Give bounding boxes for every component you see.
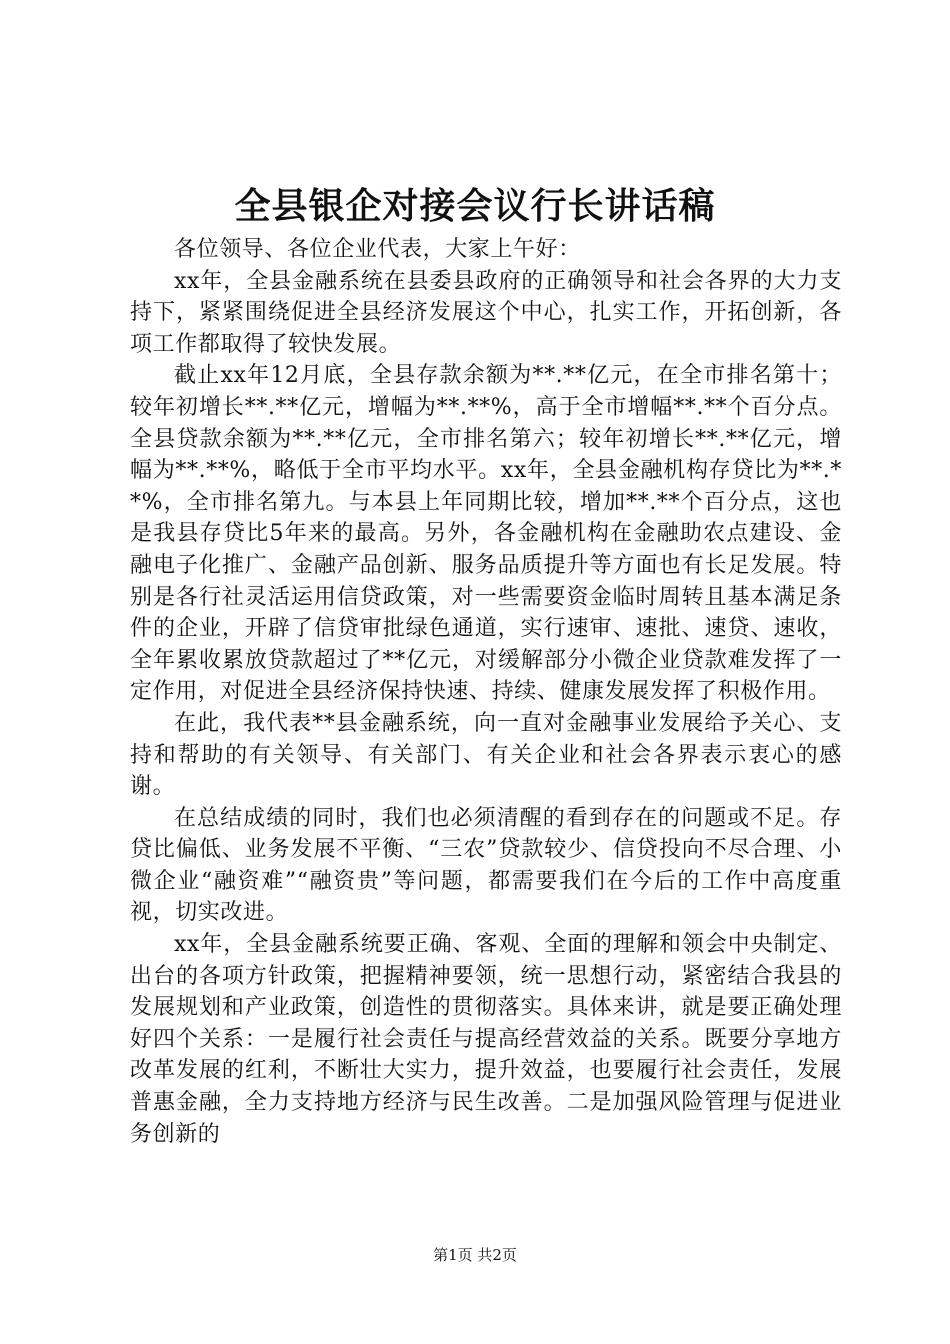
page-number-footer: 第1页 共2页 [433, 1246, 517, 1264]
body-paragraph: 截止xx年12月底，全县存款余额为**.**亿元，在全市排名第十；较年初增长**.**亿元，增幅为**.**%，高于全市增幅**.**个百分点。全县贷款余额为**.**亿元，全市排名第六；较年初增长**.**亿元，增幅为**.**%，略低于全市平均水平。xx年，全县金融机构存贷比为**.**%，全市排名第九。与本县上年同期比较，增加**.**个百分点，这也是我县存贷比5年来的最高。另外，各金融机构在金融助农点建设、金融电子化推广、金融产品创新、服务品质提升等方面也有长足发展。特别是各行社灵活运用信贷政策，对一些需要资金临时周转且基本满足条件的企业，开辟了信贷审批绿色通道，实行速审、速批、速贷、速收，全年累收累放贷款超过了**亿元，对缓解部分小微企业贷款难发挥了一定作用，对促进全县经济保持快速、持续、健康发展发挥了积极作用。 [130, 363, 842, 705]
body-paragraph: xx年，全县金融系统在县委县政府的正确领导和社会各界的大力支持下，紧紧围绕促进全县经济发展这个中心，扎实工作，开拓创新，各项工作都取得了较快发展。 [130, 268, 842, 357]
greeting-paragraph: 各位领导、各位企业代表，大家上午好： [174, 237, 581, 262]
document-title: 全县银企对接会议行长讲话稿 [234, 186, 716, 227]
body-paragraph: xx年，全县金融系统要正确、客观、全面的理解和领会中央制定、出台的各项方针政策，把握精神要领，统一思想行动，紧密结合我县的发展规划和产业政策，创造性的贯彻落实。具体来讲，就是要正确处理好四个关系：一是履行社会责任与提高经营效益的关系。既要分享地方改革发展的红利，不断壮大实力，提升效益，也要履行社会责任，发展普惠金融，全力支持地方经济与民生改善。二是加强风险管理与促进业务创新的 [130, 932, 842, 1147]
body-paragraph: 在总结成绩的同时，我们也必须清醒的看到存在的问题或不足。存贷比偏低、业务发展不平衡、“三农”贷款较少、信贷投向不尽合理、小微企业“融资难”“融资贵”等问题，都需要我们在今后的工作中高度重视，切实改进。 [130, 805, 842, 926]
body-paragraph: 在此，我代表**县金融系统，向一直对金融事业发展给予关心、支持和帮助的有关领导、有关部门、有关企业和社会各界表示衷心的感谢。 [130, 710, 842, 800]
document-body [130, 234, 842, 1150]
